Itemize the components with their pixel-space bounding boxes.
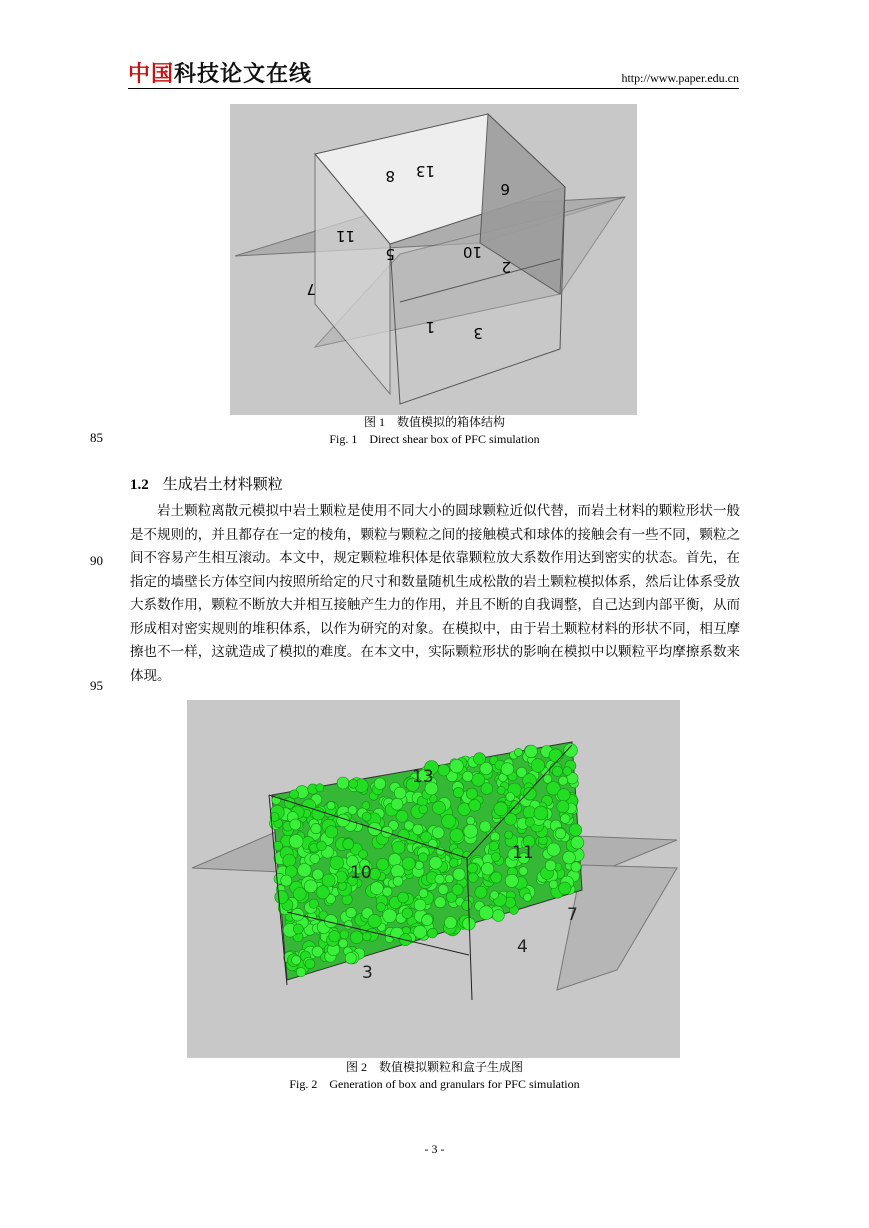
- particle: [292, 956, 301, 965]
- particle: [415, 861, 423, 869]
- fig1-label: 13: [415, 162, 435, 180]
- particle: [389, 853, 402, 866]
- figure-1-svg: [230, 104, 637, 415]
- particle: [391, 865, 404, 878]
- particle: [404, 821, 413, 830]
- particle: [569, 824, 581, 836]
- particle: [479, 906, 493, 920]
- particle: [370, 882, 383, 895]
- particle: [563, 851, 576, 864]
- fig1-label: 11: [335, 227, 355, 245]
- fig2-label: 7: [567, 905, 578, 925]
- figure-2-caption-en: Fig. 2 Generation of box and granulars for PFC simulation: [289, 1077, 580, 1091]
- particle: [398, 892, 409, 903]
- particle: [290, 790, 299, 799]
- particle: [391, 798, 403, 810]
- particle: [435, 897, 446, 908]
- figure-2-image: [187, 700, 680, 1058]
- body-paragraph: [130, 500, 740, 688]
- particle: [549, 880, 558, 889]
- particle: [563, 767, 572, 776]
- particle: [346, 907, 356, 917]
- particle: [497, 786, 505, 794]
- particle: [450, 829, 463, 842]
- particle: [468, 863, 478, 873]
- particle: [549, 749, 562, 762]
- particle: [453, 868, 465, 880]
- particle: [311, 823, 321, 833]
- particle: [452, 884, 463, 895]
- page-number: - 3 -: [424, 1142, 445, 1156]
- particle: [472, 773, 485, 786]
- fig2-label: 3: [362, 963, 373, 983]
- particle: [312, 869, 323, 880]
- particle: [383, 887, 392, 896]
- particle: [491, 872, 502, 883]
- line-number: 95: [90, 678, 103, 693]
- particle: [519, 867, 528, 876]
- particle: [438, 885, 448, 895]
- particle: [377, 858, 389, 870]
- particle: [545, 860, 556, 871]
- particle: [345, 952, 356, 963]
- particle: [468, 873, 478, 883]
- particle: [339, 939, 348, 948]
- particle: [561, 814, 571, 824]
- particle: [429, 856, 442, 869]
- particle: [432, 827, 444, 839]
- particle: [383, 909, 397, 923]
- particle: [571, 836, 584, 849]
- figure-1-image: [230, 104, 637, 415]
- particle: [275, 890, 288, 903]
- particle: [505, 831, 513, 839]
- fig1-label: 3: [473, 324, 483, 342]
- particle: [290, 819, 301, 830]
- particle: [547, 843, 560, 856]
- particle: [491, 853, 500, 862]
- particle: [506, 793, 515, 802]
- particle: [316, 886, 329, 899]
- particle: [394, 787, 406, 799]
- particle: [511, 801, 519, 809]
- particle: [309, 899, 318, 908]
- particle: [293, 924, 303, 934]
- particle: [392, 841, 405, 854]
- particle: [534, 806, 548, 820]
- line-number: 90: [90, 553, 103, 568]
- particle: [501, 763, 514, 776]
- fig2-label: 10: [350, 863, 372, 883]
- particle: [381, 826, 392, 837]
- fig1-label: 5: [385, 245, 395, 263]
- paragraph-text: 岩土颗粒离散元模拟中岩土颗粒是使用不同大小的圆球颗粒近似代替，而岩土材料的颗粒形状一般是不规则的，并且都存在一定的棱角，颗粒与颗粒之间的接触模式和球体的接触会有一些不同，颗粒之间不容易产生相互滚动。本文中，规定颗粒堆积体是依靠颗粒放大系数作用达到密实的状态。首先，在指定的墙壁长方体空间内按照所给定的尺寸和数量随机生成松散的岩土颗粒模拟体系，然后让体系受放大系数作用，颗粒不断放大并相互接触产生力的作用，并且不断的自我调整，自己达到内部平衡，从而形成相对密实规则的堆积体系，以作为研究的对象。在模拟中，由于岩土颗粒材料的形状不同，相互摩擦也不一样，这就造成了模拟的难度。在本文中，实际颗粒形状的影响在模拟中以颗粒平均摩擦系数来体现。: [130, 503, 740, 684]
- particle: [555, 828, 566, 839]
- particle: [281, 875, 292, 886]
- particle: [558, 789, 571, 802]
- fig1-label: 10: [462, 243, 482, 261]
- particle: [543, 775, 552, 784]
- section-heading: [130, 473, 283, 494]
- particle: [450, 759, 464, 773]
- particle: [393, 876, 403, 886]
- particle: [559, 882, 571, 894]
- particle: [453, 787, 463, 797]
- particle: [349, 779, 358, 788]
- particle: [564, 744, 578, 758]
- figure-2-caption-cn: 图 2 数值模拟颗粒和盒子生成图: [345, 1060, 523, 1074]
- particle: [432, 801, 445, 814]
- particle: [445, 875, 453, 883]
- particle: [449, 859, 458, 868]
- particle: [310, 854, 320, 864]
- particle: [414, 899, 426, 911]
- particle: [481, 863, 493, 875]
- particle: [289, 834, 303, 848]
- particle: [317, 841, 327, 851]
- particle: [322, 874, 335, 887]
- particle: [467, 817, 475, 825]
- particle: [462, 900, 472, 910]
- fig1-label: 8: [385, 167, 395, 185]
- particle: [305, 959, 315, 969]
- section-number: 1.2: [130, 477, 149, 493]
- particle: [557, 801, 569, 813]
- particle: [480, 821, 491, 832]
- particle: [296, 967, 305, 976]
- particle: [344, 921, 353, 930]
- particle: [531, 759, 545, 773]
- fig1-label: 7: [306, 280, 316, 298]
- figure-1-caption-cn: 图 1 数值模拟的箱体结构: [363, 415, 505, 429]
- particle: [402, 908, 413, 919]
- particle: [442, 814, 456, 828]
- particle: [490, 891, 498, 899]
- particle: [350, 931, 363, 944]
- logo-red-text: 中国: [128, 62, 175, 87]
- particle: [505, 874, 518, 887]
- particle: [523, 806, 535, 818]
- particle: [525, 745, 538, 758]
- figure-1-caption-en: Fig. 1 Direct shear box of PFC simulation: [329, 432, 540, 446]
- particle: [464, 824, 478, 838]
- particle: [419, 805, 428, 814]
- particle: [363, 932, 372, 941]
- fig2-label: 11: [512, 843, 534, 863]
- particle: [559, 776, 568, 785]
- particle: [374, 778, 386, 790]
- particle: [523, 893, 531, 901]
- particle: [337, 777, 349, 789]
- fig2-label: 13: [412, 767, 434, 787]
- particle: [343, 839, 354, 850]
- particle: [329, 931, 340, 942]
- section-title: 生成岩土材料颗粒: [162, 477, 283, 493]
- particle: [327, 801, 335, 809]
- particle: [523, 787, 536, 800]
- particle: [413, 824, 424, 835]
- particle: [494, 802, 508, 816]
- line-number: 85: [90, 430, 103, 445]
- particle: [422, 915, 433, 926]
- particle: [475, 886, 487, 898]
- particle: [466, 788, 477, 799]
- particle: [283, 854, 296, 867]
- particle: [552, 766, 562, 776]
- particle: [304, 880, 317, 893]
- fig1-label: 6: [500, 180, 510, 198]
- particle: [359, 850, 368, 859]
- particle: [419, 889, 428, 898]
- particle: [489, 841, 499, 851]
- particle: [514, 748, 522, 756]
- particle: [316, 784, 324, 792]
- header-rule: [128, 88, 739, 89]
- particle: [463, 771, 473, 781]
- logo-black-text: 科技论文在线: [174, 62, 313, 87]
- particle: [340, 930, 349, 939]
- particle: [438, 764, 450, 776]
- particle: [376, 903, 385, 912]
- figure-2-svg: [187, 700, 680, 1058]
- particle: [368, 914, 381, 927]
- fig1-label: 2: [501, 258, 511, 276]
- particle: [444, 917, 456, 929]
- journal-logo: [128, 62, 312, 88]
- header-url[interactable]: http://www.paper.edu.cn: [621, 71, 739, 85]
- particle: [435, 874, 444, 883]
- particle: [419, 853, 428, 862]
- particle: [325, 826, 337, 838]
- particle: [362, 812, 371, 821]
- fig1-label: 1: [425, 318, 435, 336]
- fig2-label: 4: [517, 937, 528, 957]
- particle: [428, 928, 438, 938]
- particle: [474, 753, 486, 765]
- particle: [493, 910, 505, 922]
- particle: [469, 799, 481, 811]
- particle: [525, 818, 534, 827]
- particle: [402, 857, 415, 870]
